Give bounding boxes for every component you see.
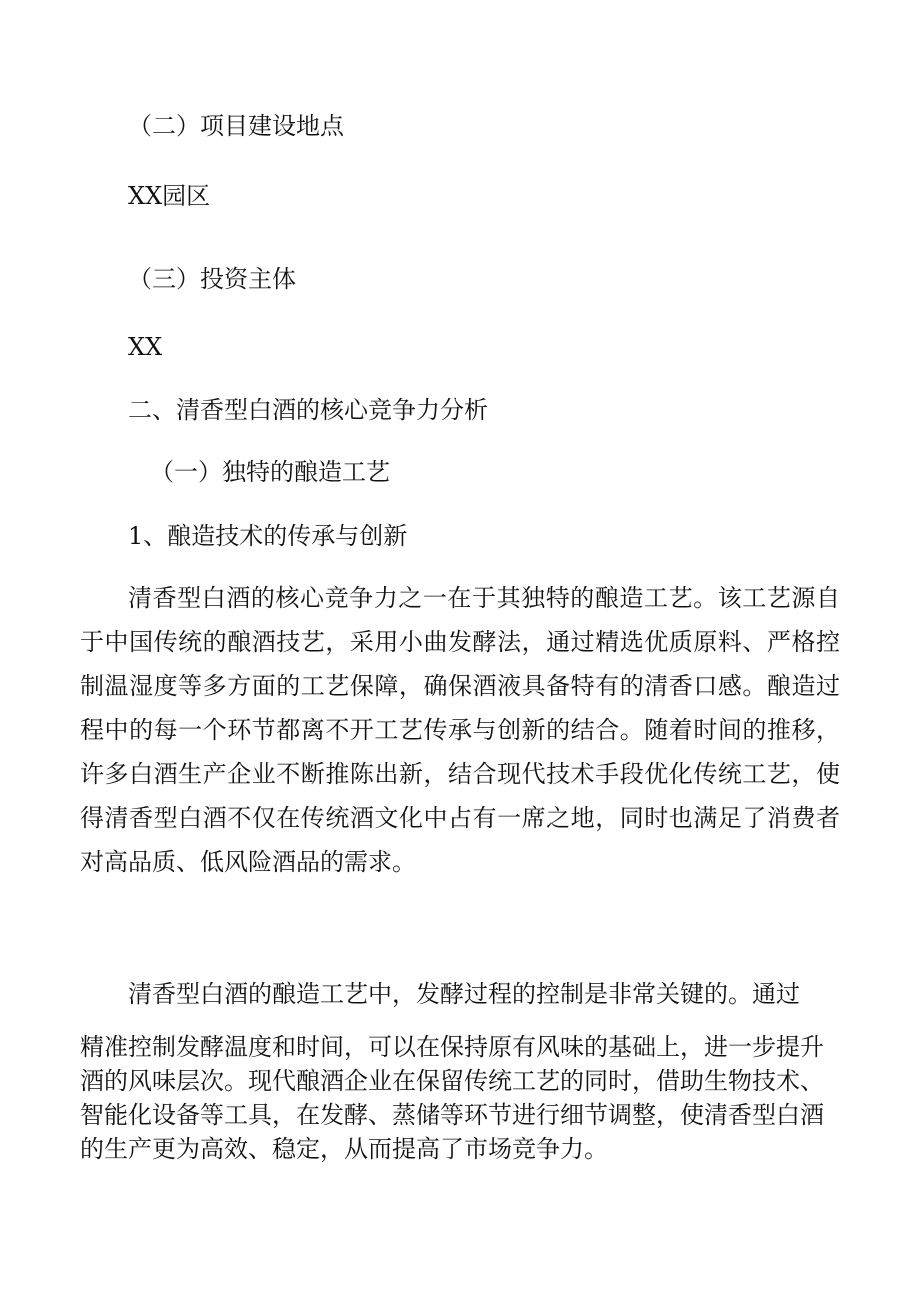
paragraph-2-first-line: 清香型白酒的酿造工艺中，发酵过程的控制是非常关键的。通过 [128, 980, 800, 1008]
subsection-1-title: （一）独特的酿造工艺 [150, 458, 390, 486]
paragraph-2-body: 精准控制发酵温度和时间，可以在保持原有风味的基础上，进一步提升酒的风味层次。现代酿酒企业在保留传统工艺的同时，借助生物技术、智能化设备等工具，在发酵、蒸储等环节进行细节调整，使清香型白酒的生产更为高效、稳定，从而提高了市场竞争力。 [80, 1033, 824, 1163]
section-2-title: 二、清香型白酒的核心竞争力分析 [128, 396, 488, 424]
heading-investor: （三）投资主体 [128, 265, 296, 293]
item-1-title: 1、酿造技术的传承与创新 [128, 522, 408, 550]
investor-value: XX [128, 333, 163, 361]
location-value: XX园区 [128, 182, 211, 210]
heading-project-location: （二）项目建设地点 [128, 112, 344, 140]
paragraph-1: 清香型白酒的核心竞争力之一在于其独特的酿造工艺。该工艺源自于中国传统的酿酒技艺，采用小曲发酵法，通过精选优质原料、严格控制温湿度等多方面的工艺保障，确保酒液具备特有的清香口感。酿造过程中的每一个环节都离不开工艺传承与创新的结合。随着时间的推移，许多白酒生产企业不断推陈出新，结合现代技术手段优化传统工艺，使得清香型白酒不仅在传统酒文化中占有一席之地，同时也满足了消费者对高品质、低风险酒品的需求。 [80, 584, 840, 876]
